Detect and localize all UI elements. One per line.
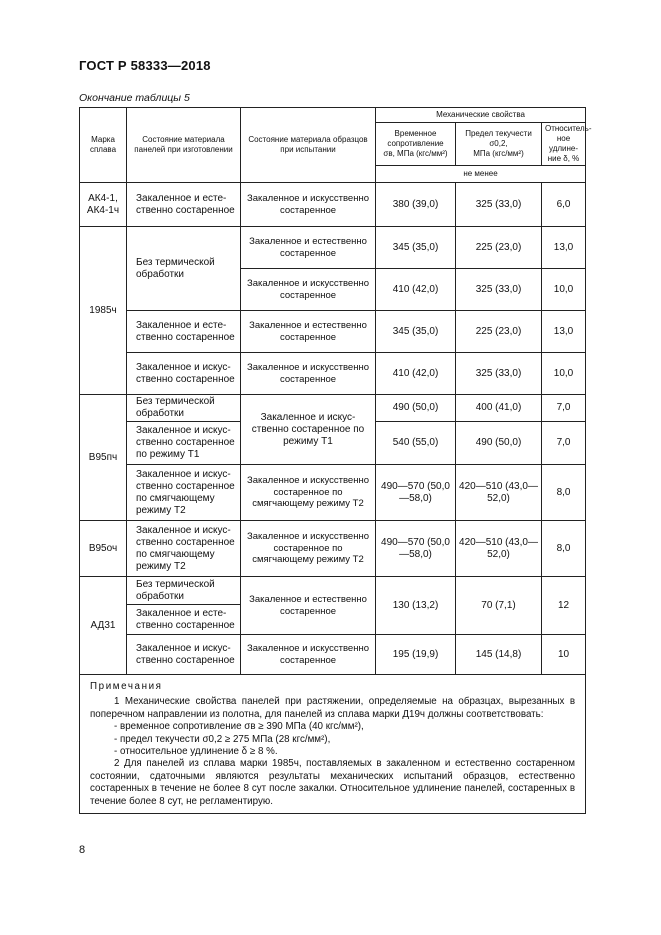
- grade-cell: АК4-1, АК4-1ч: [80, 183, 127, 227]
- yield-cell: 70 (7,1): [456, 577, 542, 635]
- grade-cell: В95оч: [80, 521, 127, 577]
- document-header: ГОСТ Р 58333—2018: [79, 58, 211, 73]
- yield-cell: 490 (50,0): [456, 422, 542, 465]
- header-yield-line1: Предел текучести σ0,2,: [465, 129, 532, 148]
- tensile-cell: 410 (42,0): [376, 353, 456, 395]
- tensile-cell: 410 (42,0): [376, 269, 456, 311]
- test-state-cell: Закаленное и естественно состаренное: [241, 227, 376, 269]
- manufacture-state-cell: Закаленное и искус- ственно состаренное по режиму Т1: [127, 422, 241, 465]
- manufacture-state-cell: Без термической обработки: [127, 577, 241, 605]
- tensile-cell: 380 (39,0): [376, 183, 456, 227]
- elongation-cell: 8,0: [542, 465, 586, 521]
- manufacture-state-cell: Без термической обработки: [127, 227, 241, 311]
- test-state-cell: Закаленное и искусственно состаренное: [241, 269, 376, 311]
- header-yield: [456, 123, 542, 166]
- elongation-cell: 8,0: [542, 521, 586, 577]
- note-1-item: - временное сопротивление σв ≥ 390 МПа (40 кгс/мм²),: [114, 721, 364, 733]
- tensile-cell: 345 (35,0): [376, 227, 456, 269]
- manufacture-state-cell: Закаленное и есте- ственно состаренное: [127, 605, 241, 635]
- note-1-item: - относительное удлинение δ ≥ 8 %.: [114, 746, 278, 758]
- tensile-cell: 490—570 (50,0—58,0): [376, 521, 456, 577]
- tensile-cell: 345 (35,0): [376, 311, 456, 353]
- manufacture-state-cell: Закаленное и искус- ственно состаренное: [127, 353, 241, 395]
- elongation-cell: 13,0: [542, 227, 586, 269]
- yield-cell: 325 (33,0): [456, 183, 542, 227]
- elongation-cell: 7,0: [542, 422, 586, 465]
- header-tensile-line2: σв, МПа (кгс/мм²): [383, 149, 448, 158]
- header-yield-line2: МПа (кгс/мм²): [473, 149, 524, 158]
- yield-cell: 325 (33,0): [456, 353, 542, 395]
- test-state-cell: Закаленное и искусственно состаренное по смягчающему режиму Т2: [241, 465, 376, 521]
- tensile-cell: 195 (19,9): [376, 635, 456, 675]
- grade-cell: В95пч: [80, 395, 127, 521]
- note-1-item: - предел текучести σ0,2 ≥ 275 МПа (28 кгс/мм²),: [114, 733, 331, 745]
- yield-cell: 225 (23,0): [456, 311, 542, 353]
- manufacture-state-cell: Закаленное и есте- ственно состаренное: [127, 183, 241, 227]
- header-state-test: Состояние материала образцов при испытании: [241, 108, 376, 183]
- test-state-cell: Закаленное и искус- ственно состаренное по режиму Т1: [241, 395, 376, 465]
- yield-cell: 145 (14,8): [456, 635, 542, 675]
- elongation-cell: 13,0: [542, 311, 586, 353]
- elongation-cell: 10,0: [542, 269, 586, 311]
- test-state-cell: Закаленное и искусственно состаренное по смягчающему режиму Т2: [241, 521, 376, 577]
- header-mechanical-group: Механические свойства: [376, 108, 586, 123]
- yield-cell: 325 (33,0): [456, 269, 542, 311]
- test-state-cell: Закаленное и искусственно состаренное: [241, 353, 376, 395]
- notes-cell: [80, 675, 586, 814]
- manufacture-state-cell: Закаленное и искус- ственно состаренное: [127, 635, 241, 675]
- elongation-cell: 7,0: [542, 395, 586, 422]
- tensile-cell: 490 (50,0): [376, 395, 456, 422]
- elongation-cell: 10: [542, 635, 586, 675]
- grade-cell: 1985ч: [80, 227, 127, 395]
- tensile-cell: 540 (55,0): [376, 422, 456, 465]
- manufacture-state-cell: Без термической обработки: [127, 395, 241, 422]
- yield-cell: 400 (41,0): [456, 395, 542, 422]
- header-grade: Марка сплава: [80, 108, 127, 183]
- manufacture-state-cell: Закаленное и искус- ственно состаренное по смягчающему режиму Т2: [127, 521, 241, 577]
- elongation-cell: 10,0: [542, 353, 586, 395]
- mechanical-properties-table: [79, 107, 592, 814]
- elongation-cell: 12: [542, 577, 586, 635]
- yield-cell: 225 (23,0): [456, 227, 542, 269]
- test-state-cell: Закаленное и искусственно состаренное: [241, 183, 376, 227]
- header-tensile: [376, 123, 456, 166]
- yield-cell: 420—510 (43,0—52,0): [456, 521, 542, 577]
- test-state-cell: Закаленное и естественно состаренное: [241, 577, 376, 635]
- header-state-manufacture: Состояние материала панелей при изготовлении: [127, 108, 241, 183]
- header-elongation: Относитель- ное удлине- ние δ, %: [542, 123, 586, 166]
- table-caption: Окончание таблицы 5: [79, 92, 190, 104]
- header-tensile-line1: Временное сопротивление: [387, 129, 444, 148]
- page-number: 8: [79, 844, 86, 856]
- header-min-label: не менее: [376, 166, 586, 183]
- manufacture-state-cell: Закаленное и есте- ственно состаренное: [127, 311, 241, 353]
- elongation-cell: 6,0: [542, 183, 586, 227]
- manufacture-state-cell: Закаленное и искус- ственно состаренное по смягчающему режиму Т2: [127, 465, 241, 521]
- tensile-cell: 130 (13,2): [376, 577, 456, 635]
- notes-title: Примечания: [90, 681, 163, 692]
- yield-cell: 420—510 (43,0—52,0): [456, 465, 542, 521]
- note-2: 2 Для панелей из сплава марки 1985ч, поставляемых в закаленном и естественно состаренном состоянии, сдаточными являются результаты механических испытаний образцов, естественно состаренных в течение не более 8 сут после закалки. Относительное удлинение панелей, состаренных в течение более 8 сут, не регламентирую.: [90, 758, 576, 807]
- test-state-cell: Закаленное и естественно состаренное: [241, 311, 376, 353]
- test-state-cell: Закаленное и искусственно состаренное: [241, 635, 376, 675]
- grade-cell: АД31: [80, 577, 127, 675]
- tensile-cell: 490—570 (50,0—58,0): [376, 465, 456, 521]
- note-1: 1 Механические свойства панелей при растяжении, определяемые на образцах, вырезанных в поперечном направлении из полотна, для панелей из сплава марки Д19ч должны соответствовать:: [90, 696, 576, 720]
